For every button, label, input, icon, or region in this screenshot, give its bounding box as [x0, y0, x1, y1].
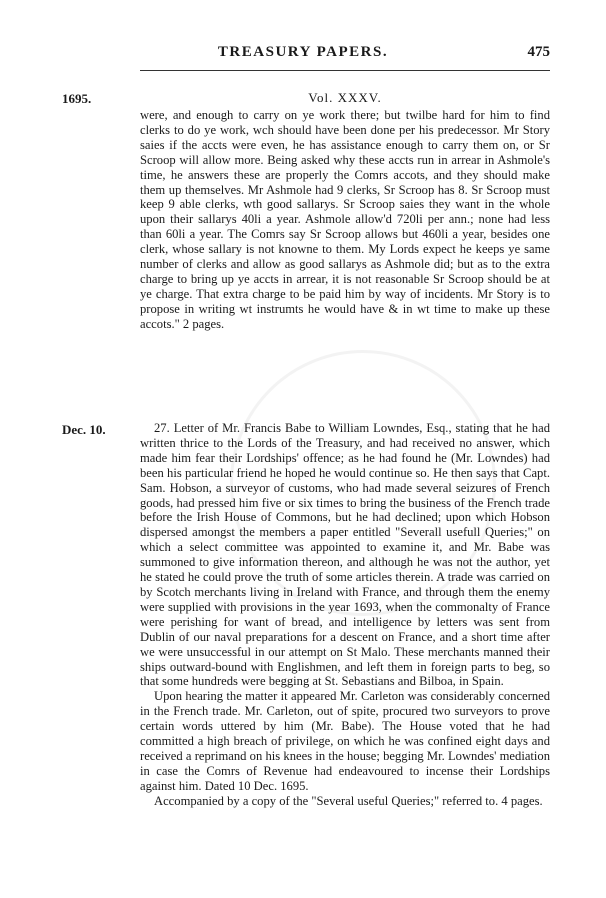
entry-27-paragraph-1: 27. Letter of Mr. Francis Babe to William Lowndes, Esq., stating that he had written thrice to the Lords of the Treasury, and had received no answer, which made him fear their Lordships' offence; as he had found he (Mr. Lowndes) had been his particular friend he hoped he would continue so. He then says that Capt. Sam. Hobson, a surveyor of customs, who had made several seizures of French goods, had pressed him five or six times to bring the business of the French trade before the Irish House of Commons, but he had declined; upon which Hobson dispersed amongst the members a paper entitled "Severall usefull Queries;" on which a select committee was appointed to examine it, and Mr. Babe was summoned to give information thereon, and although he was not the author, yet he stated he could prove the truth of some articles therein. A trade was carried on by Scotch merchants living in Ireland with France, and through them the enemy were supplied with provisions in the year 1693, when the commonalty of France were perishing for want of bread, and intelligence by letters was sent from Dublin of our naval preparations for a descent on France, and a short time after we were unsuccessful in our attempt on St Malo. These merchants manned their ships outward-bound with Englishmen, and left them in foreign parts to beg, so that some hundreds were begging at St. Sebastians and Bilboa, in Spain.	[140, 421, 550, 689]
running-title: TREASURY PAPERS.	[217, 44, 389, 60]
entry-27-paragraph-2: Upon hearing the matter it appeared Mr. Carleton was considerably concerned in the French trade. Mr. Carleton, out of spite, procured two surveyors to prove certain words uttered by him (Mr. Babe). The House voted that he had committed a high breach of privilege, on which he was confined eight days and received a reprimand on his knees in the house; begging Mr. Lowndes' mediation in case the Comrs of Revenue had endeavoured to incense their Lordships against him. Dated 10 Dec. 1695.	[140, 689, 550, 793]
entry-continued-text: were, and enough to carry on ye work there; but twilbe hard for him to find clerks to do ye work, wch should have been done per his predecessor. Mr Story saies if the accts were even, he has assistance enough to carry them on, or Sr Scroop will allow more. Being asked why these accts run in arrear in Ashmole's time, he answers these are properly the Comrs accots, and they should make them up themselves. Mr Ashmole had 9 clerks, Sr Scroop has 8. Sr Scroop must keep 9 able clerks, wth good sallarys. Sr Scroop saies they want in the whole upon their sallarys 40li a year. Ashmole allow'd 720li per ann.; none had less than 60li a year. The Comrs say Sr Scroop allows but 460li a year, besides one clerk, whose sallary is not knowne to them. My Lords expect he keeps ye same number of clerks and allow as good sallarys as Ashmole did; but as to the extra charge to bring up ye accts in arrear, it is not reasonable Sr Scroop should be at ye charge. That extra charge to be paid him by way of incidents. Mr Story is to propose in writing wt instrumts he would have & in wt time to make up these accots." 2 pages.	[140, 108, 550, 331]
margin-date: Dec. 10.	[62, 422, 106, 437]
entry-continued	[140, 108, 550, 332]
volume-heading: Vol. XXXV.	[308, 90, 382, 105]
entry-27-paragraph-3: Accompanied by a copy of the "Several useful Queries;" referred to. 4 pages.	[154, 793, 543, 808]
page-number: 475	[527, 44, 550, 60]
margin-year: 1695.	[62, 91, 92, 106]
running-head	[0, 44, 606, 68]
entry-27	[140, 421, 550, 809]
header-rule	[140, 70, 550, 71]
